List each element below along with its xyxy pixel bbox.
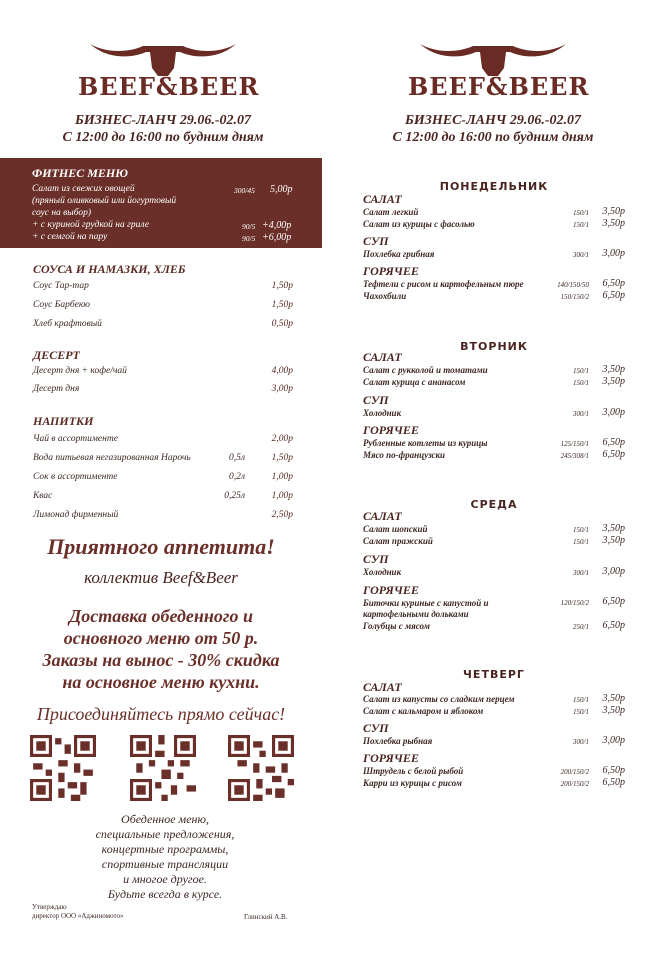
dish-name: Салат из капусты со сладким перцем bbox=[363, 694, 515, 704]
delivery-line: Заказы на вынос - 30% скидка bbox=[42, 650, 280, 670]
dish-price: 6,50р bbox=[602, 596, 625, 607]
course-title: СУП bbox=[363, 552, 389, 566]
dish-volume: 200/150/2 bbox=[560, 768, 589, 776]
dish-price: 3,50р bbox=[602, 218, 625, 229]
dish-price: 6,50р bbox=[602, 777, 625, 788]
menu-item: Хлеб крафтовый bbox=[33, 319, 102, 329]
dish-name: Голубцы с мясом bbox=[363, 621, 430, 631]
menu-item-price: 2,50р bbox=[271, 510, 293, 520]
menu-item-price: 2,00р bbox=[271, 434, 293, 444]
approval-line: директор ООО «Аджиномото» bbox=[32, 912, 124, 920]
dish-name: Салат курица с ананасом bbox=[363, 377, 466, 387]
brand-logo bbox=[408, 38, 590, 101]
course-title: САЛАТ bbox=[363, 350, 402, 364]
course-title: САЛАТ bbox=[363, 680, 402, 694]
join-text: Присоединяйтесь прямо сейчас! bbox=[36, 704, 286, 724]
dish-price: 6,50р bbox=[602, 765, 625, 776]
day-title: СРЕДА bbox=[470, 498, 518, 511]
dish-price: 3,50р bbox=[602, 693, 625, 704]
fitness-menu-block bbox=[0, 158, 322, 248]
course-title: ГОРЯЧЕЕ bbox=[363, 583, 419, 597]
dish-name: Салат легкий bbox=[363, 207, 419, 217]
dish-volume: 150/150/2 bbox=[560, 293, 589, 301]
dish-name: Тефтели с рисом и картофельным пюре bbox=[363, 279, 524, 289]
note-line: и многое другое. bbox=[123, 872, 207, 886]
brand-logo bbox=[78, 38, 260, 101]
menu-item-price: 1,50р bbox=[271, 300, 293, 310]
qr-code-icon[interactable] bbox=[30, 735, 96, 801]
dish-volume: 300/1 bbox=[573, 738, 589, 746]
dish-name: Карри из курицы с рисом bbox=[363, 778, 462, 788]
lunch-header bbox=[348, 112, 638, 146]
signer-name: Глинский А.В. bbox=[244, 913, 288, 921]
dish-name: Биточки куриные с капустой и bbox=[363, 598, 489, 608]
dish-volume: 150/1 bbox=[573, 367, 589, 375]
dish-name: Салат из курицы с фасолью bbox=[363, 219, 475, 229]
menu-item: Квас bbox=[33, 491, 53, 501]
dish-price: 6,50р bbox=[602, 437, 625, 448]
course-title: СУП bbox=[363, 721, 389, 735]
dish-price: 6,50р bbox=[602, 449, 625, 460]
course-title: ГОРЯЧЕЕ bbox=[363, 264, 419, 278]
sauces-title: СОУСА И НАМАЗКИ, ХЛЕБ bbox=[33, 262, 186, 276]
fitness-salad-line1: Салат из свежих овощей bbox=[32, 184, 135, 194]
team-text: коллектив Beef&Beer bbox=[84, 568, 238, 587]
fitness-add-chicken: + с куриной грудкой на гриле bbox=[32, 220, 149, 230]
dish-volume: 300/1 bbox=[573, 410, 589, 418]
dish-volume: 150/1 bbox=[573, 379, 589, 387]
menu-item: Вода питьевая негазированная Нарочь bbox=[33, 453, 191, 463]
delivery-line: основного меню от 50 р. bbox=[63, 628, 259, 648]
course-title: СУП bbox=[363, 234, 389, 248]
dish-volume: 300/1 bbox=[573, 569, 589, 577]
fitness-add-salmon: + с семгой на пару bbox=[32, 232, 108, 242]
dish-price: 3,50р bbox=[602, 523, 625, 534]
note-line: специальные предложения, bbox=[95, 827, 235, 841]
lunch-hours: С 12:00 до 16:00 по будним дням bbox=[62, 130, 264, 145]
dish-price: 6,50р bbox=[602, 278, 625, 289]
menu-item: Сок в ассортименте bbox=[33, 472, 118, 482]
dish-price: 3,50р bbox=[602, 364, 625, 375]
approval-block bbox=[32, 903, 123, 921]
fitness-title: ФИТНЕС МЕНЮ bbox=[32, 166, 128, 180]
dish-volume: 200/150/2 bbox=[560, 780, 589, 788]
menu-item-price: 1,50р bbox=[271, 453, 293, 463]
dish-name-cont: картофельными дольками bbox=[363, 609, 469, 619]
brand-wordmark: BEEF&BEER bbox=[78, 72, 260, 101]
dish-volume: 150/1 bbox=[573, 538, 589, 546]
lunch-header bbox=[18, 112, 308, 146]
course-title: САЛАТ bbox=[363, 192, 402, 206]
menu-item: Чай в ассортименте bbox=[33, 434, 118, 444]
lunch-dates: БИЗНЕС-ЛАНЧ 29.06.-02.07 bbox=[74, 113, 252, 128]
dish-name: Рубленные котлеты из курицы bbox=[363, 438, 488, 448]
dish-price: 3,00р bbox=[602, 735, 625, 746]
note-line: спортивные трансляции bbox=[101, 857, 229, 871]
dish-volume: 250/1 bbox=[573, 623, 589, 631]
dish-volume: 150/1 bbox=[573, 221, 589, 229]
dish-name: Мясо по-французски bbox=[363, 450, 446, 460]
menu-item-volume: 0,25л bbox=[224, 491, 245, 501]
dish-volume: 150/1 bbox=[573, 696, 589, 704]
note-line: концертные программы, bbox=[101, 842, 229, 856]
dish-price: 3,00р bbox=[602, 566, 625, 577]
dish-price: 3,50р bbox=[602, 206, 625, 217]
menu-item-price: 0,50р bbox=[271, 319, 293, 329]
course-title: ГОРЯЧЕЕ bbox=[363, 423, 419, 437]
menu-item: Соус Барбекю bbox=[33, 300, 91, 310]
dish-price: 3,00р bbox=[602, 248, 625, 259]
dish-volume: 150/1 bbox=[573, 708, 589, 716]
dish-name: Салат с кальмаром и яблоком bbox=[363, 706, 484, 716]
note-line: Обеденное меню, bbox=[121, 812, 209, 826]
appetite-text: Приятного аппетита! bbox=[47, 534, 275, 559]
menu-item-price: 3,00р bbox=[271, 384, 293, 394]
dish-price: 3,00р bbox=[602, 407, 625, 418]
dish-volume: 300/1 bbox=[573, 251, 589, 259]
menu-item-volume: 0,5л bbox=[228, 453, 245, 463]
fitness-add-chicken-volume: 90/5 bbox=[242, 222, 256, 231]
course-title: САЛАТ bbox=[363, 509, 402, 523]
menu-item: Десерт дня bbox=[33, 384, 80, 394]
dish-price: 3,50р bbox=[602, 535, 625, 546]
menu-item: Соус Тар-тар bbox=[33, 281, 89, 291]
fitness-add-salmon-price: +6,00р bbox=[262, 232, 292, 243]
dish-name: Похлебка рыбная bbox=[363, 736, 433, 746]
lunch-dates: БИЗНЕС-ЛАНЧ 29.06.-02.07 bbox=[404, 113, 582, 128]
dish-name: Чахохбили bbox=[363, 291, 407, 301]
brand-wordmark: BEEF&BEER bbox=[408, 72, 590, 101]
course-title: ГОРЯЧЕЕ bbox=[363, 751, 419, 765]
delivery-line: на основное меню кухни. bbox=[62, 672, 260, 692]
day-title: ВТОРНИК bbox=[460, 340, 528, 353]
fitness-salad-price: 5,00р bbox=[270, 184, 293, 195]
dish-name: Холодник bbox=[363, 408, 402, 418]
dish-name: Холодник bbox=[363, 567, 402, 577]
dessert-title: ДЕСЕРТ bbox=[33, 348, 80, 362]
menu-item-volume: 0,2л bbox=[228, 472, 245, 482]
dish-price: 6,50р bbox=[602, 620, 625, 631]
day-title: ПОНЕДЕЛЬНИК bbox=[439, 180, 549, 193]
dish-name: Похлебка грибная bbox=[363, 249, 435, 259]
menu-item-price: 1,00р bbox=[271, 491, 293, 501]
menu-item: Лимонад фирменный bbox=[33, 510, 119, 520]
delivery-line: Доставка обеденного и bbox=[68, 606, 254, 626]
fitness-salad-line2: (пряный оливковый или йогуртовый bbox=[32, 196, 177, 206]
approval-line: Утверждаю bbox=[32, 903, 67, 911]
menu-item-price: 4,00р bbox=[271, 366, 293, 376]
dish-price: 3,50р bbox=[602, 376, 625, 387]
dish-volume: 245/308/1 bbox=[560, 452, 589, 460]
dish-name: Салат с рукколой и томатами bbox=[363, 365, 488, 375]
fitness-add-salmon-volume: 90/5 bbox=[242, 234, 256, 243]
fitness-add-chicken-price: +4,00р bbox=[262, 220, 292, 231]
dish-volume: 120/150/2 bbox=[560, 599, 589, 607]
dish-volume: 150/1 bbox=[573, 209, 589, 217]
course-title: СУП bbox=[363, 393, 389, 407]
social-note bbox=[70, 812, 260, 902]
dish-name: Салат пражский bbox=[363, 536, 433, 546]
fitness-salad-line3: соус на выбор) bbox=[32, 208, 92, 218]
dish-volume: 150/1 bbox=[573, 526, 589, 534]
dish-volume: 125/150/1 bbox=[560, 440, 589, 448]
drinks-title: НАПИТКИ bbox=[33, 414, 94, 428]
qr-code-icon[interactable] bbox=[130, 735, 196, 801]
menu-item-price: 1,00р bbox=[271, 472, 293, 482]
lunch-hours: С 12:00 до 16:00 по будним дням bbox=[392, 130, 594, 145]
day-title: ЧЕТВЕРГ bbox=[463, 668, 525, 681]
dish-name: Салат шопский bbox=[363, 524, 428, 534]
menu-item: Десерт дня + кофе/чай bbox=[33, 366, 127, 376]
dish-volume: 140/150/50 bbox=[557, 281, 589, 289]
dish-name: Штрудель с белой рыбой bbox=[363, 766, 464, 776]
note-line: Будьте всегда в курсе. bbox=[107, 887, 223, 901]
dish-price: 3,50р bbox=[602, 705, 625, 716]
menu-item-price: 1,50р bbox=[271, 281, 293, 291]
dish-price: 6,50р bbox=[602, 290, 625, 301]
fitness-salad-volume: 300/45 bbox=[234, 186, 255, 195]
qr-code-icon[interactable] bbox=[228, 735, 294, 801]
